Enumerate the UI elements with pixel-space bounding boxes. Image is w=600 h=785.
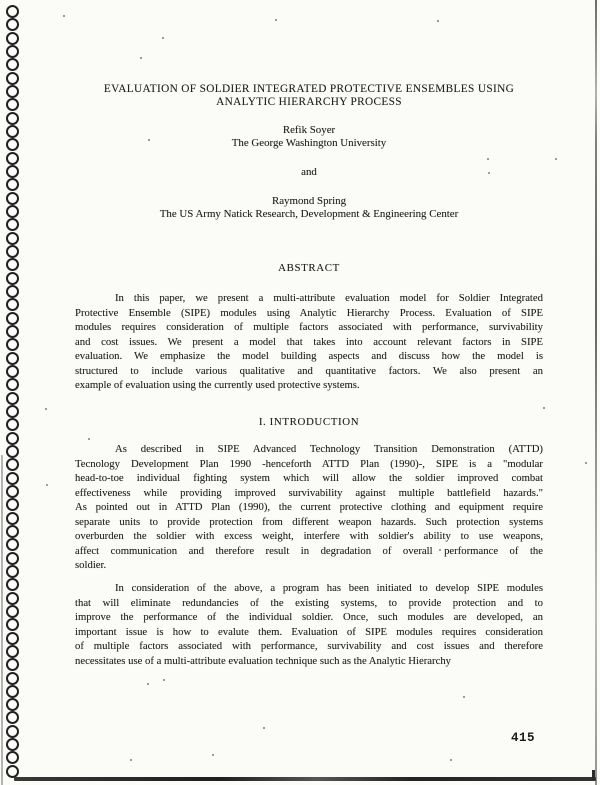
binding-hole [6, 605, 19, 618]
scan-speck [163, 679, 165, 681]
text-line: and cost issues. We present a model that takes into account relevant factors in SIPE [75, 335, 543, 348]
binding-hole [6, 232, 19, 245]
text-line: that will eliminate redundancies of the existing systems, to provide protection and to [75, 596, 543, 609]
text-line: Tecnology Development Plan 1990 -henceforth ATTD Plan (1990)-, SIPE is a "modular [75, 457, 543, 470]
binding-hole [6, 178, 19, 191]
binding-hole [6, 338, 19, 351]
binding-hole [6, 352, 19, 365]
binding-hole [6, 165, 19, 178]
author-1-name: Refik Soyer [282, 124, 336, 136]
page-edge-right [595, 0, 597, 785]
text-line: In this paper, we present a multi-attribute evaluation model for Soldier Integrated [115, 292, 543, 304]
page-number: 415 [511, 731, 536, 745]
binding-hole [6, 458, 19, 471]
scan-speck [487, 158, 489, 160]
text-line: example of evaluation using the currently used protective systems. [75, 379, 360, 392]
text-line: As pointed out in ATTD Plan (1990), the current protective clothing and equipment require [75, 501, 543, 514]
binding-hole [6, 765, 19, 778]
scan-speck [88, 438, 90, 440]
text-line: evaluation. We emphasize the model building aspects and discuss how the model is [75, 350, 543, 363]
binding-hole [6, 725, 19, 738]
scan-speck [543, 407, 545, 409]
binding-hole [6, 392, 19, 405]
binding-hole [6, 5, 19, 18]
author-2-affiliation: The US Army Natick Research, Development & Engineering Center [159, 208, 459, 220]
binding-hole [6, 365, 19, 378]
binding-hole [6, 512, 19, 525]
text-line: affect communication and therefore result in degradation of overall performance of the [75, 544, 543, 557]
binding-hole [6, 618, 19, 631]
binding-hole [6, 325, 19, 338]
text-line: effectiveness while providing improved survivability against multiple battlefield hazards." [75, 486, 543, 499]
binding-hole [6, 525, 19, 538]
binding-hole [6, 258, 19, 271]
page-edge-left [1, 455, 3, 785]
binding-hole [6, 472, 19, 485]
text-line: soldier. [75, 559, 107, 572]
binding-hole [6, 711, 19, 724]
scan-speck [450, 759, 452, 761]
binding-hole [6, 538, 19, 551]
text-line: structured to include various qualitative and quantitative factors. We also present an [75, 364, 543, 377]
binding-hole [6, 285, 19, 298]
binding-hole [6, 312, 19, 325]
binding-hole [6, 432, 19, 445]
scan-speck [437, 20, 439, 22]
binding-hole [6, 138, 19, 151]
binding-hole [6, 152, 19, 165]
scan-speck [130, 759, 132, 761]
paper-title-line-2: ANALYTIC HIERARCHY PROCESS [216, 96, 402, 108]
introduction-heading: I. INTRODUCTION [258, 416, 360, 428]
scan-speck [45, 408, 47, 410]
binding-hole [6, 125, 19, 138]
binding-hole [6, 698, 19, 711]
text-line: In consideration of the above, a program has been initiated to develop SIPE modules [115, 582, 543, 594]
binding-hole [6, 245, 19, 258]
binding-hole [6, 418, 19, 431]
text-line: Protective Ensemble (SIPE) modules using Analytic Hierarchy Process. Evaluation of SIPE [75, 306, 543, 319]
binding-hole [6, 485, 19, 498]
paper-title-line-1: EVALUATION OF SOLDIER INTEGRATED PROTECTIVE ENSEMBLES USING [103, 83, 515, 95]
binding-hole [6, 685, 19, 698]
binding-hole [6, 18, 19, 31]
scan-speck [555, 158, 557, 160]
introduction-paragraph-2 [75, 581, 543, 668]
binding-hole [6, 112, 19, 125]
binding-hole [6, 378, 19, 391]
scan-speck [275, 19, 277, 21]
binding-hole [6, 632, 19, 645]
scan-speck [140, 57, 142, 59]
text-line: important issue is how to evalute them. Evaluation of SIPE modules requires consideration [75, 625, 543, 638]
binding-hole [6, 192, 19, 205]
abstract-heading: ABSTRACT [278, 262, 340, 274]
binding-hole [6, 751, 19, 764]
scan-speck [212, 754, 214, 756]
text-line: modules requires consideration of multiple factors associated with performance, survivability [75, 321, 543, 334]
binding-hole [6, 565, 19, 578]
binding-hole [6, 405, 19, 418]
author-block-1 [75, 124, 543, 150]
binding-hole [6, 72, 19, 85]
introduction-paragraph-1 [75, 442, 543, 573]
scan-speck [463, 696, 465, 698]
author-1-affiliation: The George Washington University [231, 137, 387, 149]
authors-connector: and [301, 166, 317, 178]
scan-speck [263, 727, 265, 729]
binding-hole [6, 98, 19, 111]
text-line: necessitates use of a multi-attribute evaluation technique such as the Analytic Hierarchy [75, 654, 452, 667]
binding-hole [6, 498, 19, 511]
binding-hole [6, 672, 19, 685]
binding-hole [6, 578, 19, 591]
author-2-name: Raymond Spring [271, 195, 347, 207]
binding-hole [6, 45, 19, 58]
binding-hole [6, 205, 19, 218]
binding-hole [6, 218, 19, 231]
binding-hole [6, 85, 19, 98]
text-line: separate units to provide protection from different weapon hazards. Such protection systems [75, 515, 543, 528]
binding-hole [6, 658, 19, 671]
binding-hole [6, 298, 19, 311]
scan-speck [46, 484, 48, 486]
abstract-paragraph [75, 291, 543, 393]
binding-hole [6, 445, 19, 458]
binding-hole [6, 592, 19, 605]
scan-speck [585, 462, 587, 464]
text-line: improve the performance of the individual soldier. Once, such modules are developed, an [75, 611, 543, 624]
text-line: of multiple factors associated with performance, survivability and cost issues and therefore [75, 640, 543, 653]
binding-hole [6, 58, 19, 71]
scan-speck [147, 683, 149, 685]
page-edge-bottom-corner [592, 770, 595, 780]
binding-hole [6, 552, 19, 565]
text-line: head-to-toe individual fighting system which will allow the soldier improved combat [75, 472, 543, 485]
page-edge-bottom [14, 777, 596, 781]
binding-hole [6, 738, 19, 751]
text-line: overburden the soldier with excess weight, interfere with soldier's ability to use weapons, [75, 530, 543, 543]
binding-hole [6, 645, 19, 658]
text-line: As described in SIPE Advanced Technology Transition Demonstration (ATTD) [115, 443, 543, 455]
scan-speck [162, 37, 164, 39]
binding-hole [6, 32, 19, 45]
scan-speck [63, 15, 65, 17]
paper-title [75, 83, 543, 109]
author-block-2 [75, 195, 543, 221]
binding-hole [6, 272, 19, 285]
